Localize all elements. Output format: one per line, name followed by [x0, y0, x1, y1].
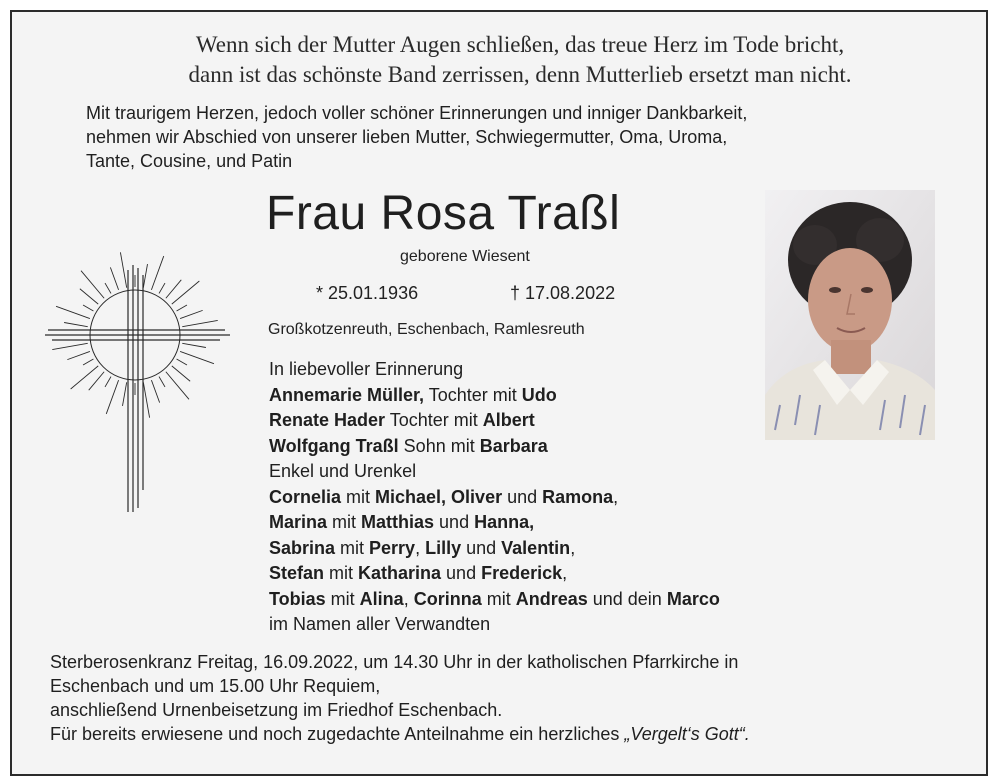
footer-text: [50, 650, 950, 746]
verse-line-1: Wenn sich der Mutter Augen schließen, das treue Herz im Tode bricht,: [195, 32, 845, 57]
intro-text: [86, 101, 946, 173]
mourner-line: Renate Hader Tochter mit Albert: [269, 410, 535, 430]
mourner-line: Marina mit Matthias und Hanna,: [269, 512, 535, 532]
intro-line-1: Mit traurigem Herzen, jedoch voller schöner Erinnerungen und inniger Dankbarkeit,: [86, 103, 748, 123]
verse-line-2: dann ist das schönste Band zerrissen, denn Mutterlieb ersetzt man nicht.: [188, 62, 852, 87]
footer-line-4: Für bereits erwiesene und noch zugedachte Anteilnahme ein herzliches „Vergelt‘s Gott“.: [50, 724, 750, 744]
mourner-line: Wolfgang Traßl Sohn mit Barbara: [269, 435, 548, 456]
portrait-photo: [765, 190, 935, 440]
sunburst-cross-icon: [40, 250, 230, 520]
mourner-line: Tobias mit Alina, Corinna mit Andreas und dein Marco: [269, 588, 720, 609]
birth-date: * 25.01.1936: [316, 283, 419, 303]
mourner-line: Cornelia mit Michael, Oliver und Ramona,: [269, 486, 619, 507]
mourner-line: Sabrina mit Perry, Lilly und Valentin,: [269, 537, 576, 558]
deceased-name: Frau Rosa Traßl: [266, 187, 621, 240]
death-date: † 17.08.2022: [510, 283, 616, 303]
footer-line-1: Sterberosenkranz Freitag, 16.09.2022, um 14.30 Uhr in der katholischen Pfarrkirche in: [50, 652, 739, 672]
places: Großkotzenreuth, Eschenbach, Ramlesreuth: [268, 321, 585, 338]
born-name: geborene Wiesent: [400, 248, 530, 265]
mourner-line: Annemarie Müller, Tochter mit Udo: [269, 384, 557, 405]
footer-line-3: anschließend Urnenbeisetzung im Friedhof Eschenbach.: [50, 700, 503, 720]
enkel-heading: Enkel und Urenkel: [269, 461, 417, 481]
mourners-heading: In liebevoller Erinnerung: [269, 359, 464, 379]
footer-line-2: Eschenbach und um 15.00 Uhr Requiem,: [50, 676, 381, 696]
mourners-closing: im Namen aller Verwandten: [269, 614, 491, 634]
mourner-line: Stefan mit Katharina und Frederick,: [269, 563, 568, 583]
intro-line-3: Tante, Cousine, und Patin: [86, 151, 293, 171]
intro-line-2: nehmen wir Abschied von unserer lieben Mutter, Schwiegermutter, Oma, Uroma,: [86, 127, 728, 147]
mourners-list: [269, 357, 720, 638]
